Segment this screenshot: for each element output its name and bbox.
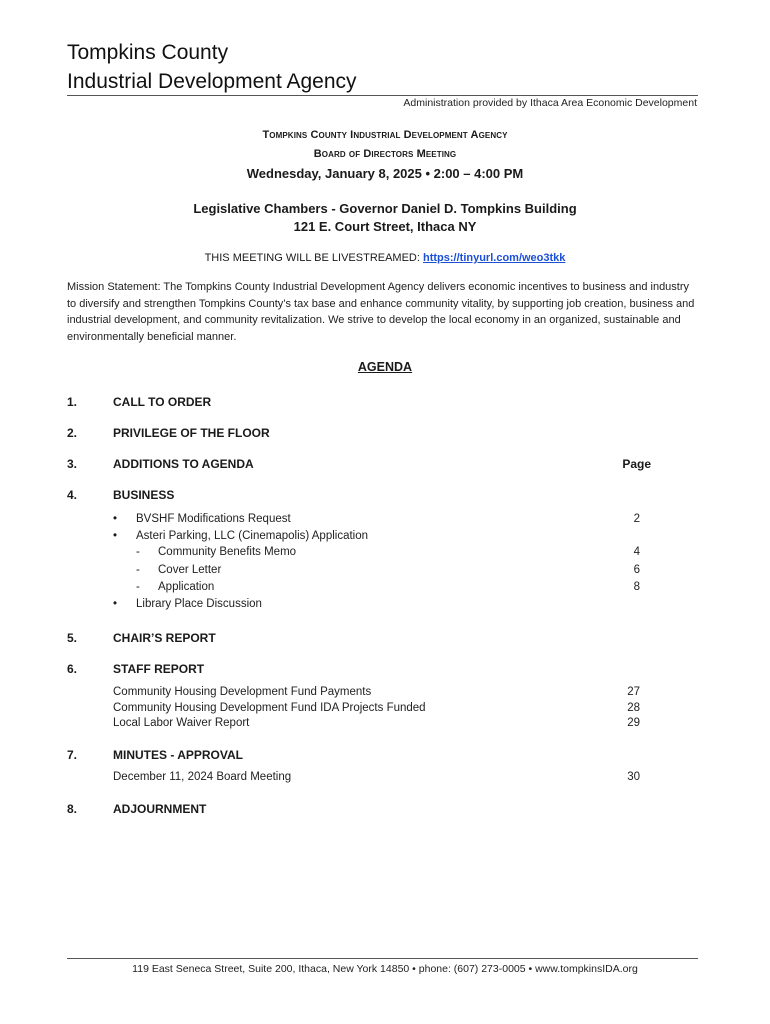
agenda-item-number: 3. bbox=[67, 457, 78, 471]
business-subitem-detail: Community Benefits Memo bbox=[158, 546, 297, 558]
agenda-heading: AGENDA bbox=[357, 360, 413, 374]
agenda-item-title: PRIVILEGE OF THE FLOOR bbox=[113, 426, 270, 440]
org-name-line1: Tompkins County bbox=[67, 41, 229, 64]
page-number: 28 bbox=[627, 702, 640, 714]
agenda-item-title: BUSINESS bbox=[113, 488, 175, 502]
footer-divider bbox=[67, 958, 698, 959]
header-divider bbox=[67, 95, 698, 96]
dash-marker: - bbox=[136, 564, 140, 576]
board-meeting-title: Board of Directors Meeting bbox=[313, 148, 457, 160]
agenda-item-number: 7. bbox=[67, 748, 78, 762]
dash-marker: - bbox=[136, 581, 140, 593]
staff-report-item: Community Housing Development Fund Payments bbox=[113, 686, 372, 698]
administration-note: Administration provided by Ithaca Area Economic Development bbox=[403, 97, 697, 109]
agenda-item-number: 5. bbox=[67, 631, 78, 645]
livestream-link[interactable]: https://tinyurl.com/weo3tkk bbox=[423, 252, 566, 264]
staff-report-item: Local Labor Waiver Report bbox=[113, 717, 250, 729]
page-number: 30 bbox=[627, 771, 640, 783]
dash-marker: - bbox=[136, 546, 140, 558]
mission-statement: Mission Statement: The Tompkins County Industrial Development Agency delivers economic incentives to business and industry to diversify and strengthen Tompkins County’s tax base and enhance community vitality, by supporting job creation, business and industrial development, and community revitalization. We strive to develop the local economy in an organized, sustainable and environmentally beneficial manner. bbox=[67, 281, 695, 343]
page-number: 27 bbox=[627, 686, 640, 698]
livestream-label: THIS MEETING WILL BE LIVESTREAMED: bbox=[204, 252, 423, 264]
agenda-item-number: 2. bbox=[67, 426, 78, 440]
page-number: 2 bbox=[633, 513, 640, 525]
agenda-item-title: CALL TO ORDER bbox=[113, 395, 212, 409]
agenda-item-title: CHAIR’S REPORT bbox=[113, 631, 216, 645]
business-subitem: Asteri Parking, LLC (Cinemapolis) Application bbox=[136, 530, 369, 542]
meeting-location-building: Legislative Chambers - Governor Daniel D. Tompkins Building bbox=[193, 201, 577, 216]
livestream-notice bbox=[0, 252, 770, 264]
agenda-item-number: 4. bbox=[67, 488, 78, 502]
agenda-item-number: 6. bbox=[67, 662, 78, 676]
meeting-location-address: 121 E. Court Street, Ithaca NY bbox=[293, 219, 477, 234]
org-name-line2: Industrial Development Agency bbox=[67, 70, 357, 93]
page-column-header: Page bbox=[622, 457, 651, 471]
page-number: 8 bbox=[633, 581, 640, 593]
page-number: 6 bbox=[633, 564, 640, 576]
page-number: 4 bbox=[633, 546, 640, 558]
meeting-datetime: Wednesday, January 8, 2025 • 2:00 – 4:00 PM bbox=[246, 166, 524, 181]
organization-title bbox=[67, 38, 357, 96]
agenda-item-title: ADJOURNMENT bbox=[113, 802, 207, 816]
agenda-item-title: ADDITIONS TO AGENDA bbox=[113, 457, 254, 471]
business-subitem: Library Place Discussion bbox=[136, 598, 262, 610]
bullet-marker: • bbox=[113, 530, 118, 542]
agenda-item-number: 8. bbox=[67, 802, 78, 816]
business-subitem-detail: Cover Letter bbox=[158, 564, 222, 576]
business-subitem: BVSHF Modifications Request bbox=[136, 513, 291, 525]
footer-contact: 119 East Seneca Street, Suite 200, Ithaca, New York 14850 • phone: (607) 273-0005 • www.tompkinsIDA.org bbox=[132, 963, 638, 975]
page-number: 29 bbox=[627, 717, 640, 729]
minutes-item: December 11, 2024 Board Meeting bbox=[113, 771, 292, 783]
agency-name: Tompkins County Industrial Development Agency bbox=[262, 129, 508, 141]
bullet-marker: • bbox=[113, 598, 118, 610]
agenda-item-title: MINUTES - APPROVAL bbox=[113, 748, 244, 762]
bullet-marker: • bbox=[113, 513, 118, 525]
business-subitem-detail: Application bbox=[158, 581, 215, 593]
staff-report-item: Community Housing Development Fund IDA Projects Funded bbox=[113, 702, 426, 714]
agenda-item-number: 1. bbox=[67, 395, 78, 409]
agenda-item-title: STAFF REPORT bbox=[113, 662, 205, 676]
